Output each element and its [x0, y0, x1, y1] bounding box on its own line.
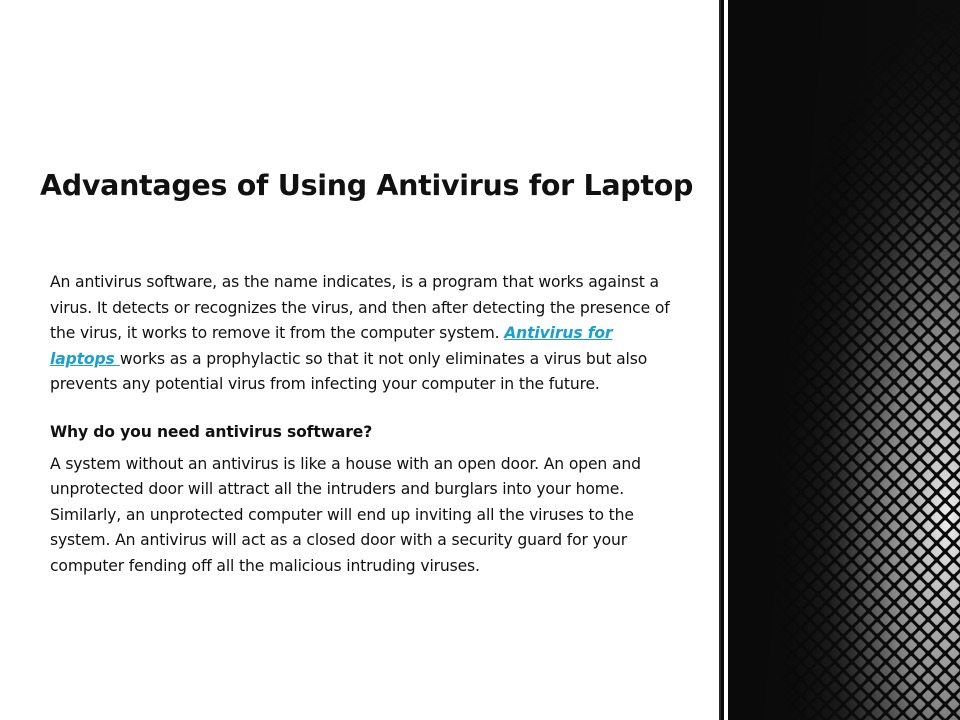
intro-text-after-link: works as a prophylactic so that it not only eliminates a virus but also prevents any potential virus from infecting your computer in the future. — [50, 349, 648, 394]
intro-paragraph — [50, 270, 672, 398]
slide-title: Advantages of Using Antivirus for Laptop — [40, 169, 694, 202]
slide-body — [50, 270, 672, 580]
decorative-panel — [716, 0, 960, 720]
panel-stripe-dark — [719, 0, 721, 720]
antivirus-for-laptops-link[interactable]: Antivirus for laptops — [50, 324, 613, 368]
question-heading: Why do you need antivirus software? — [50, 422, 373, 441]
intro-text-before-link: An antivirus software, as the name indicates, is a program that works against a virus. It detects or recognizes the virus, and then after detecting the presence of the virus, it works to remove it from the computer system. — [50, 273, 670, 343]
diamond-mesh-background — [716, 0, 960, 720]
panel-stripe-light-2 — [724, 0, 728, 720]
answer-paragraph: A system without an antivirus is like a house with an open door. An open and unprotected door will attract all the intruders and burglars into your home. Similarly, an unprotected computer will end up inviting all the viruses to the system. An antivirus will act as a closed door with a security guard for your computer fending off all the malicious intruding viruses. — [50, 454, 641, 575]
